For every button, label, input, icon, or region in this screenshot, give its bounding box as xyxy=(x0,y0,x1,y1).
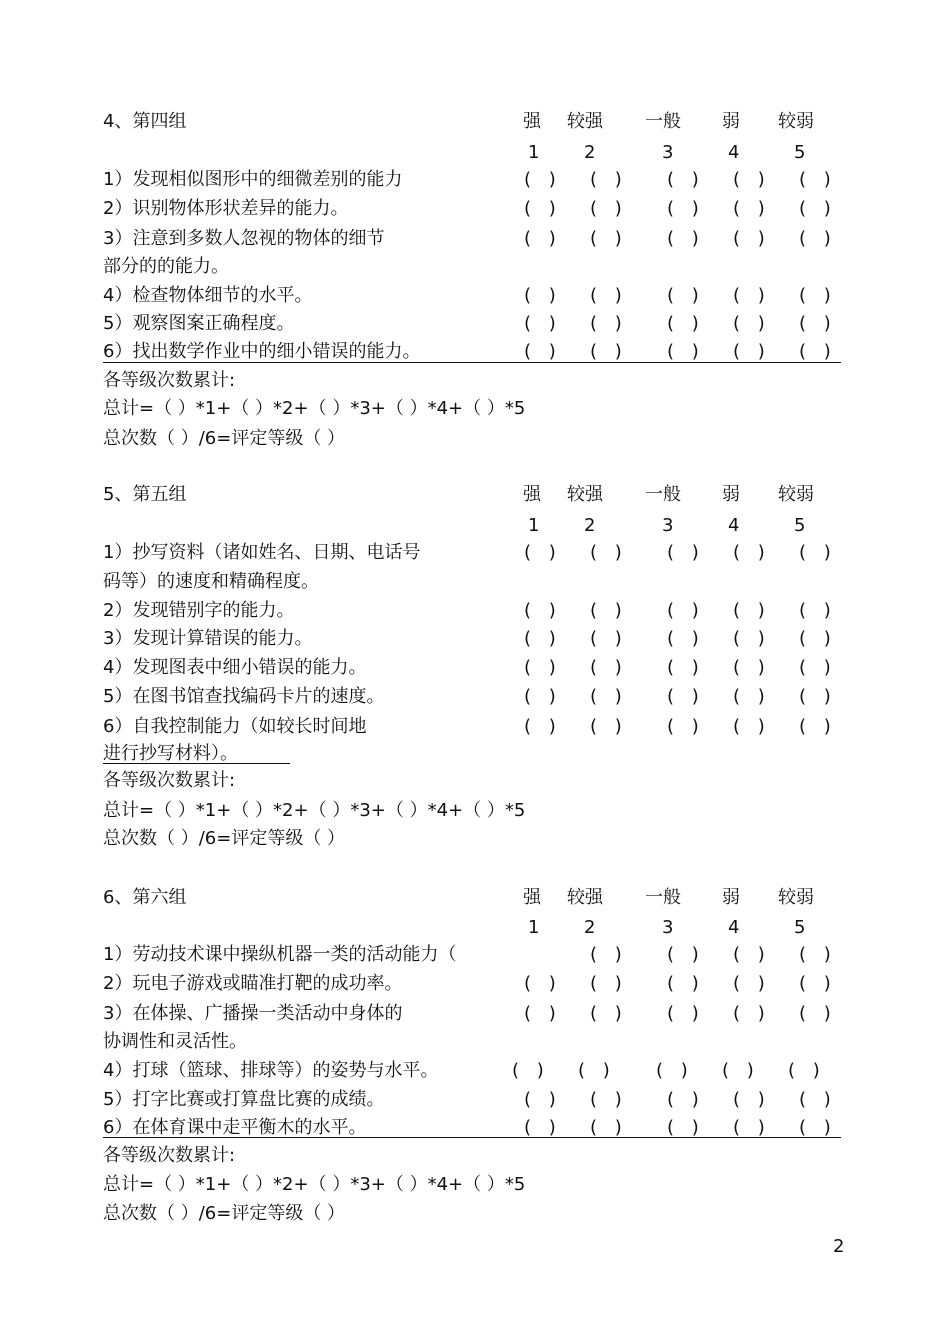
rating-choice[interactable]: ( ) xyxy=(799,198,837,219)
rating-choice[interactable]: ( ) xyxy=(667,1089,705,1110)
rating-choice[interactable]: ( ) xyxy=(590,198,628,219)
item-text: 4）检查物体细节的水平。 xyxy=(103,285,313,306)
item-text: 1）劳动技术课中操纵机器一类的活动能力（ xyxy=(103,944,457,965)
item-text: 部分的的能力。 xyxy=(103,256,229,277)
rating-number: 4 xyxy=(728,142,740,163)
rating-choice[interactable]: ( ) xyxy=(733,341,771,362)
rating-number: 2 xyxy=(584,142,596,163)
rating-choice[interactable]: ( ) xyxy=(524,341,562,362)
rating-number: 4 xyxy=(728,917,740,938)
item-text: 3）注意到多数人忽视的物体的细节 xyxy=(103,228,385,249)
rating-choice[interactable]: ( ) xyxy=(799,285,837,306)
rating-choice[interactable]: ( ) xyxy=(733,198,771,219)
rating-choice[interactable]: ( ) xyxy=(667,228,705,249)
rating-number: 4 xyxy=(728,515,740,536)
rating-choice[interactable]: ( ) xyxy=(799,1003,837,1024)
rating-label: 较弱 xyxy=(778,887,814,908)
rating-choice[interactable]: ( ) xyxy=(524,1003,562,1024)
rating-choice[interactable]: ( ) xyxy=(590,285,628,306)
rating-number: 5 xyxy=(794,515,806,536)
rating-choice[interactable]: ( ) xyxy=(667,198,705,219)
rating-choice[interactable]: ( ) xyxy=(667,341,705,362)
rating-number: 1 xyxy=(528,142,540,163)
rating-choice[interactable]: ( ) xyxy=(733,628,771,649)
rating-choice[interactable]: ( ) xyxy=(667,628,705,649)
summary-average: 总次数（ ）/6=评定等级（ ） xyxy=(103,828,346,849)
rating-number: 2 xyxy=(584,917,596,938)
item-text: 2）发现错别字的能力。 xyxy=(103,600,295,621)
group-divider xyxy=(103,362,841,363)
rating-choice[interactable]: ( ) xyxy=(524,198,562,219)
rating-choice[interactable]: ( ) xyxy=(590,169,628,190)
rating-choice[interactable]: ( ) xyxy=(799,657,837,678)
rating-label: 较强 xyxy=(567,111,603,132)
rating-choice[interactable]: ( ) xyxy=(590,944,628,965)
rating-number: 3 xyxy=(662,917,674,938)
rating-choice[interactable]: ( ) xyxy=(799,228,837,249)
rating-choice[interactable]: ( ) xyxy=(667,285,705,306)
rating-choice[interactable]: ( ) xyxy=(524,542,562,563)
rating-choice[interactable]: ( ) xyxy=(733,973,771,994)
rating-choice[interactable]: ( ) xyxy=(590,686,628,707)
rating-label: 一般 xyxy=(645,111,681,132)
rating-choice[interactable]: ( ) xyxy=(590,542,628,563)
rating-label: 强 xyxy=(523,111,541,132)
item-text: 1）抄写资料（诸如姓名、日期、电话号 xyxy=(103,542,421,563)
rating-choice[interactable]: ( ) xyxy=(667,542,705,563)
rating-label: 较弱 xyxy=(778,484,814,505)
item-text: 5）打字比赛或打算盘比赛的成绩。 xyxy=(103,1089,385,1110)
rating-choice[interactable]: ( ) xyxy=(524,169,562,190)
group-title: 6、第六组 xyxy=(103,887,187,908)
rating-choice[interactable]: ( ) xyxy=(524,228,562,249)
rating-choice[interactable]: ( ) xyxy=(667,1117,705,1138)
rating-choice[interactable]: ( ) xyxy=(590,1117,628,1138)
rating-choice[interactable]: ( ) xyxy=(667,657,705,678)
item-text: 2）玩电子游戏或瞄准打靶的成功率。 xyxy=(103,973,403,994)
rating-choice[interactable]: ( ) xyxy=(733,1117,771,1138)
rating-choice[interactable]: ( ) xyxy=(524,1089,562,1110)
item-text: 码等）的速度和精确程度。 xyxy=(103,571,319,592)
rating-number: 3 xyxy=(662,142,674,163)
rating-choice[interactable]: ( ) xyxy=(733,716,771,737)
rating-choice[interactable]: ( ) xyxy=(733,285,771,306)
rating-choice[interactable]: ( ) xyxy=(590,1003,628,1024)
rating-choice[interactable]: ( ) xyxy=(524,973,562,994)
rating-number: 5 xyxy=(794,917,806,938)
rating-label: 弱 xyxy=(722,111,740,132)
rating-choice[interactable]: ( ) xyxy=(733,542,771,563)
rating-choice[interactable]: ( ) xyxy=(799,341,837,362)
rating-number: 2 xyxy=(584,515,596,536)
rating-choice[interactable]: ( ) xyxy=(590,228,628,249)
rating-choice[interactable]: ( ) xyxy=(590,657,628,678)
rating-choice[interactable]: ( ) xyxy=(524,285,562,306)
rating-choice[interactable]: ( ) xyxy=(524,313,562,334)
item-text: 3）在体操、广播操一类活动中身体的 xyxy=(103,1003,403,1024)
group-divider xyxy=(103,1137,841,1138)
rating-choice[interactable]: ( ) xyxy=(524,657,562,678)
rating-choice[interactable]: ( ) xyxy=(733,944,771,965)
rating-choice[interactable]: ( ) xyxy=(524,716,562,737)
rating-choice[interactable]: ( ) xyxy=(524,1117,562,1138)
rating-label: 弱 xyxy=(722,887,740,908)
summary-average: 总次数（ ）/6=评定等级（ ） xyxy=(103,428,346,449)
group-divider xyxy=(103,763,290,764)
rating-number: 1 xyxy=(528,917,540,938)
summary-total: 总计=（ ）*1+（ ）*2+（ ）*3+（ ）*4+（ ）*5 xyxy=(103,800,526,821)
rating-choice[interactable]: ( ) xyxy=(733,657,771,678)
rating-choice[interactable]: ( ) xyxy=(799,628,837,649)
group-title: 5、第五组 xyxy=(103,484,187,505)
rating-choice[interactable]: ( ) xyxy=(733,169,771,190)
rating-choice[interactable]: ( ) xyxy=(733,228,771,249)
rating-label: 强 xyxy=(523,484,541,505)
rating-choice[interactable]: ( ) xyxy=(799,169,837,190)
item-text: 进行抄写材料）。 xyxy=(103,743,238,764)
item-text: 4）打球（篮球、排球等）的姿势与水平。 xyxy=(103,1060,439,1081)
item-text: 5）在图书馆查找编码卡片的速度。 xyxy=(103,686,385,707)
rating-choice[interactable]: ( ) xyxy=(733,600,771,621)
rating-label: 一般 xyxy=(645,484,681,505)
item-text: 3）发现计算错误的能力。 xyxy=(103,628,313,649)
item-text: 5）观察图案正确程度。 xyxy=(103,313,295,334)
item-text: 4）发现图表中细小错误的能力。 xyxy=(103,657,367,678)
rating-choice[interactable]: ( ) xyxy=(799,1117,837,1138)
rating-choice[interactable]: ( ) xyxy=(512,1060,550,1081)
rating-choice[interactable]: ( ) xyxy=(524,600,562,621)
rating-label: 较强 xyxy=(567,887,603,908)
rating-choice[interactable]: ( ) xyxy=(524,686,562,707)
rating-choice[interactable]: ( ) xyxy=(590,341,628,362)
item-text: 协调性和灵活性。 xyxy=(103,1031,247,1052)
rating-choice[interactable]: ( ) xyxy=(667,1003,705,1024)
rating-number: 5 xyxy=(794,142,806,163)
rating-choice[interactable]: ( ) xyxy=(799,600,837,621)
rating-choice[interactable]: ( ) xyxy=(799,542,837,563)
rating-choice[interactable]: ( ) xyxy=(667,169,705,190)
rating-choice[interactable]: ( ) xyxy=(578,1060,616,1081)
rating-choice[interactable]: ( ) xyxy=(799,716,837,737)
rating-choice[interactable]: ( ) xyxy=(799,973,837,994)
summary-average: 总次数（ ）/6=评定等级（ ） xyxy=(103,1203,346,1224)
rating-choice[interactable]: ( ) xyxy=(799,686,837,707)
item-text: 6）自我控制能力（如较长时间地 xyxy=(103,716,367,737)
rating-choice[interactable]: ( ) xyxy=(667,973,705,994)
item-text: 2）识别物体形状差异的能力。 xyxy=(103,198,349,219)
rating-choice[interactable]: ( ) xyxy=(590,600,628,621)
rating-choice[interactable]: ( ) xyxy=(667,686,705,707)
rating-number: 3 xyxy=(662,515,674,536)
summary-total: 总计=（ ）*1+（ ）*2+（ ）*3+（ ）*4+（ ）*5 xyxy=(103,398,526,419)
rating-choice[interactable]: ( ) xyxy=(733,686,771,707)
rating-label: 弱 xyxy=(722,484,740,505)
summary-cumulative: 各等级次数累计: xyxy=(103,770,236,791)
rating-choice[interactable]: ( ) xyxy=(656,1060,694,1081)
rating-choice[interactable]: ( ) xyxy=(590,973,628,994)
rating-number: 1 xyxy=(528,515,540,536)
summary-total: 总计=（ ）*1+（ ）*2+（ ）*3+（ ）*4+（ ）*5 xyxy=(103,1174,526,1195)
rating-label: 强 xyxy=(523,887,541,908)
rating-choice[interactable]: ( ) xyxy=(524,628,562,649)
rating-choice[interactable]: ( ) xyxy=(667,944,705,965)
group-title: 4、第四组 xyxy=(103,111,187,132)
rating-label: 较弱 xyxy=(778,111,814,132)
rating-choice[interactable]: ( ) xyxy=(590,628,628,649)
page-number: 2 xyxy=(833,1236,845,1257)
rating-choice[interactable]: ( ) xyxy=(799,944,837,965)
rating-choice[interactable]: ( ) xyxy=(788,1060,826,1081)
rating-choice[interactable]: ( ) xyxy=(733,313,771,334)
summary-cumulative: 各等级次数累计: xyxy=(103,1145,236,1166)
rating-choice[interactable]: ( ) xyxy=(733,1089,771,1110)
rating-choice[interactable]: ( ) xyxy=(590,313,628,334)
rating-choice[interactable]: ( ) xyxy=(667,716,705,737)
rating-choice[interactable]: ( ) xyxy=(667,313,705,334)
rating-choice[interactable]: ( ) xyxy=(799,1089,837,1110)
item-text: 6）在体育课中走平衡木的水平。 xyxy=(103,1117,367,1138)
rating-choice[interactable]: ( ) xyxy=(590,1089,628,1110)
rating-choice[interactable]: ( ) xyxy=(667,600,705,621)
item-text: 1）发现相似图形中的细微差别的能力 xyxy=(103,169,403,190)
summary-cumulative: 各等级次数累计: xyxy=(103,370,236,391)
rating-choice[interactable]: ( ) xyxy=(722,1060,760,1081)
rating-label: 一般 xyxy=(645,887,681,908)
rating-choice[interactable]: ( ) xyxy=(590,716,628,737)
rating-choice[interactable]: ( ) xyxy=(799,313,837,334)
rating-choice[interactable]: ( ) xyxy=(733,1003,771,1024)
rating-label: 较强 xyxy=(567,484,603,505)
item-text: 6）找出数学作业中的细小错误的能力。 xyxy=(103,341,421,362)
